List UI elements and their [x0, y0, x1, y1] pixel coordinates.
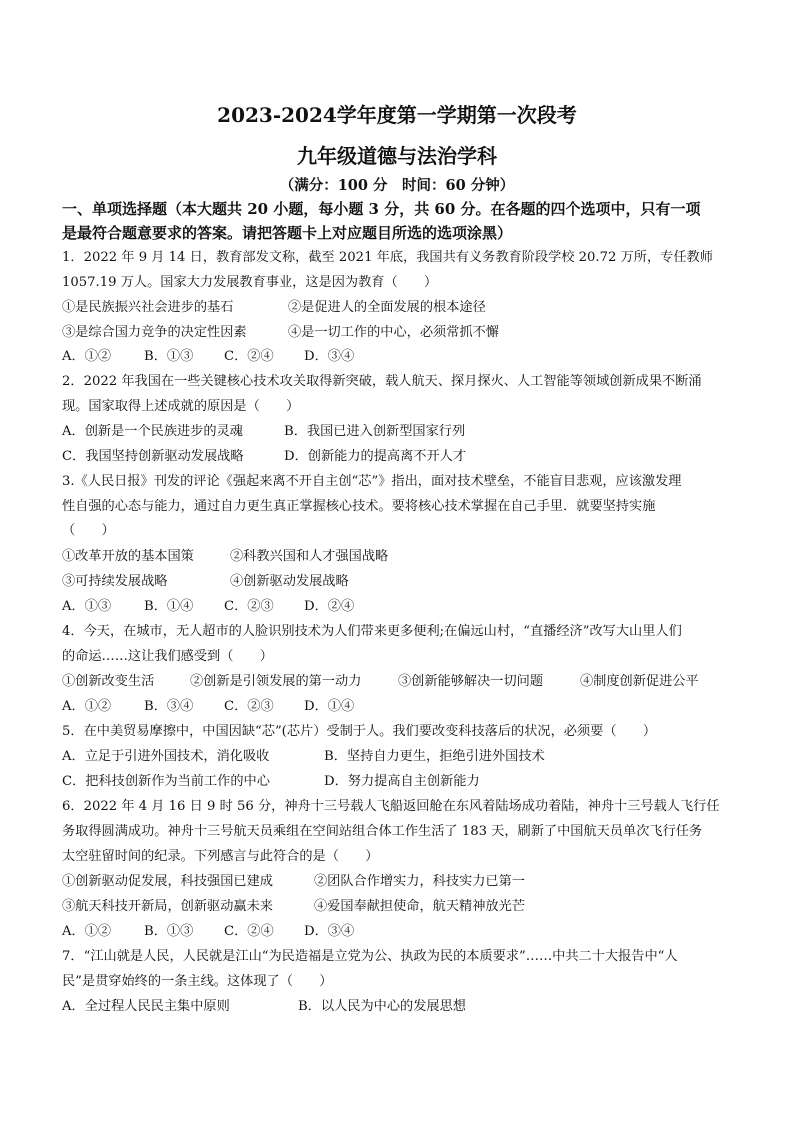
option-b[interactable]: B．我国已进入创新型国家行列 [284, 424, 466, 439]
question-stem: 性自强的心态与能力，通过自力更生真正掌握核心技术。要将核心技术掌握在自己手里．就要坚持实施 [62, 499, 656, 514]
option-c[interactable]: C．②④ [224, 924, 274, 939]
question-stem: 的命运……这让我们感受到（ ） [62, 649, 273, 664]
question-stem: 6．2022 年 4 月 16 日 9 时 56 分，神舟十三号载人飞船返回舱在东风着陆场成功着陆，神舟十三号载人飞行任 [62, 799, 720, 814]
option-a[interactable]: A．全过程人民民主集中原则 [62, 999, 230, 1014]
question-stem: 太空驻留时间的纪录。下列感言与此符合的是（ ） [62, 849, 379, 864]
question-stem: 2．2022 年我国在一些关键核心技术攻关取得新突破，载人航天、探月探火、人工智能等领域创新成果不断涌 [62, 374, 702, 389]
option-b[interactable]: B．③④ [144, 699, 194, 714]
option-c[interactable]: C．我国坚持创新驱动发展战略 [62, 449, 244, 464]
statement-row [62, 548, 389, 566]
statement-3: ③是综合国力竞争的决定性因素 [62, 325, 247, 340]
option-d[interactable]: D．③④ [304, 349, 355, 364]
option-a[interactable]: A．①② [62, 924, 112, 939]
statement-4: ④爱国奉献担使命，航天精神放光芒 [314, 899, 525, 914]
option-b[interactable]: B．①③ [144, 349, 194, 364]
question-stem: （ ） [62, 523, 115, 538]
option-b[interactable]: B．坚持自力更生，拒绝引进外国技术 [324, 749, 545, 764]
options-row [62, 998, 466, 1016]
option-c[interactable]: C．②④ [224, 349, 274, 364]
statement-3: ③可持续发展战略 [62, 574, 168, 589]
question-stem: 民”是贯穿始终的一条主线。这体现了（ ） [62, 974, 333, 989]
option-b[interactable]: B．以人民为中心的发展思想 [298, 999, 466, 1014]
statement-row [62, 898, 525, 916]
options-row [62, 698, 355, 716]
options-row [62, 923, 355, 941]
option-a[interactable]: A．①② [62, 349, 112, 364]
statement-3: ③创新能够解决一切问题 [398, 674, 544, 689]
options-row [62, 748, 545, 766]
statement-row [62, 299, 486, 317]
option-c[interactable]: C．把科技创新作为当前工作的中心 [62, 774, 270, 789]
subject-title: 九年级道德与法治学科 [297, 144, 497, 168]
options-row [62, 773, 480, 791]
statement-row [62, 873, 525, 891]
option-d[interactable]: D．③④ [304, 924, 355, 939]
section-heading-line1: 一、单项选择题（本大题共 20 小题，每小题 3 分，共 60 分。在各题的四个选项中，只有一项 [62, 200, 701, 218]
option-d[interactable]: D．努力提高自主创新能力 [324, 774, 480, 789]
option-d[interactable]: D．创新能力的提高离不开人才 [284, 449, 467, 464]
question-stem: 务取得圆满成功。神舟十三号航天员乘组在空间站组合体工作生活了 183 天，刷新了中国航天员单次飞行任务 [62, 824, 703, 839]
options-row [62, 423, 466, 441]
section-heading-line2: 是最符合题意要求的答案。请把答题卡上对应题目所选的选项涂黑） [62, 224, 513, 242]
option-b[interactable]: B．①③ [144, 924, 194, 939]
option-d[interactable]: D．②④ [304, 599, 355, 614]
statement-1: ①创新改变生活 [62, 674, 155, 689]
option-b[interactable]: B．①④ [144, 599, 194, 614]
statement-1: ①创新驱动促发展，科技强国已建成 [62, 874, 273, 889]
question-stem: 现。国家取得上述成就的原因是（ ） [62, 399, 300, 414]
statement-2: ②团队合作增实力，科技实力已第一 [314, 874, 525, 889]
question-stem: 4．今天，在城市，无人超市的人脸识别技术为人们带来更多便利;在偏远山村，“直播经济”改写大山里人们 [62, 624, 682, 639]
question-stem: 5．在中美贸易摩擦中，中国因缺“芯”(芯片）受制于人。我们要改变科技落后的状况，必须要（ ） [62, 724, 657, 739]
options-row [62, 448, 467, 466]
statement-row [62, 324, 499, 342]
statement-2: ②是促进人的全面发展的根本途径 [288, 300, 486, 315]
option-a[interactable]: A．①② [62, 699, 112, 714]
option-a[interactable]: A．创新是一个民族进步的灵魂 [62, 424, 243, 439]
statement-2: ②科教兴国和人才强国战略 [230, 549, 389, 564]
option-d[interactable]: D．①④ [304, 699, 355, 714]
option-a[interactable]: A．①③ [62, 599, 112, 614]
question-stem: 7．“江山就是人民，人民就是江山“为民造福是立党为公、执政为民的本质要求”……中共二十大报告中“人 [62, 949, 678, 964]
options-row [62, 598, 355, 616]
statement-1: ①是民族振兴社会进步的基石 [62, 300, 234, 315]
exam-title: 2023-2024学年度第一学期第一次段考 [217, 103, 577, 127]
option-c[interactable]: C．②③ [224, 699, 274, 714]
option-c[interactable]: C．②③ [224, 599, 274, 614]
statement-2: ②创新是引领发展的第一动力 [190, 674, 362, 689]
statement-row [62, 673, 699, 691]
statement-3: ③航天科技开新局，创新驱动赢未来 [62, 899, 273, 914]
statement-4: ④创新驱动发展战略 [230, 574, 349, 589]
question-stem: 1057.19 万人。国家大力发展教育事业，这是因为教育（ ） [62, 275, 438, 290]
options-row [62, 348, 355, 366]
statement-row [62, 573, 349, 591]
question-stem: 3.《人民日报》刊发的评论《强起来离不开自主创“芯”》指出，面对技术壁垒，不能盲目悲观，应该激发理 [62, 474, 682, 489]
statement-1: ①改革开放的基本国策 [62, 549, 194, 564]
score-time-info: （满分：100 分 时间：60 分钟） [279, 177, 515, 194]
statement-4: ④制度创新促进公平 [580, 674, 699, 689]
question-stem: 1．2022 年 9 月 14 日，教育部发文称，截至 2021 年底，我国共有义务教育阶段学校 20.72 万所，专任教师 [62, 250, 713, 265]
statement-4: ④是一切工作的中心，必须常抓不懈 [288, 325, 499, 340]
option-a[interactable]: A．立足于引进外国技术，消化吸收 [62, 749, 270, 764]
